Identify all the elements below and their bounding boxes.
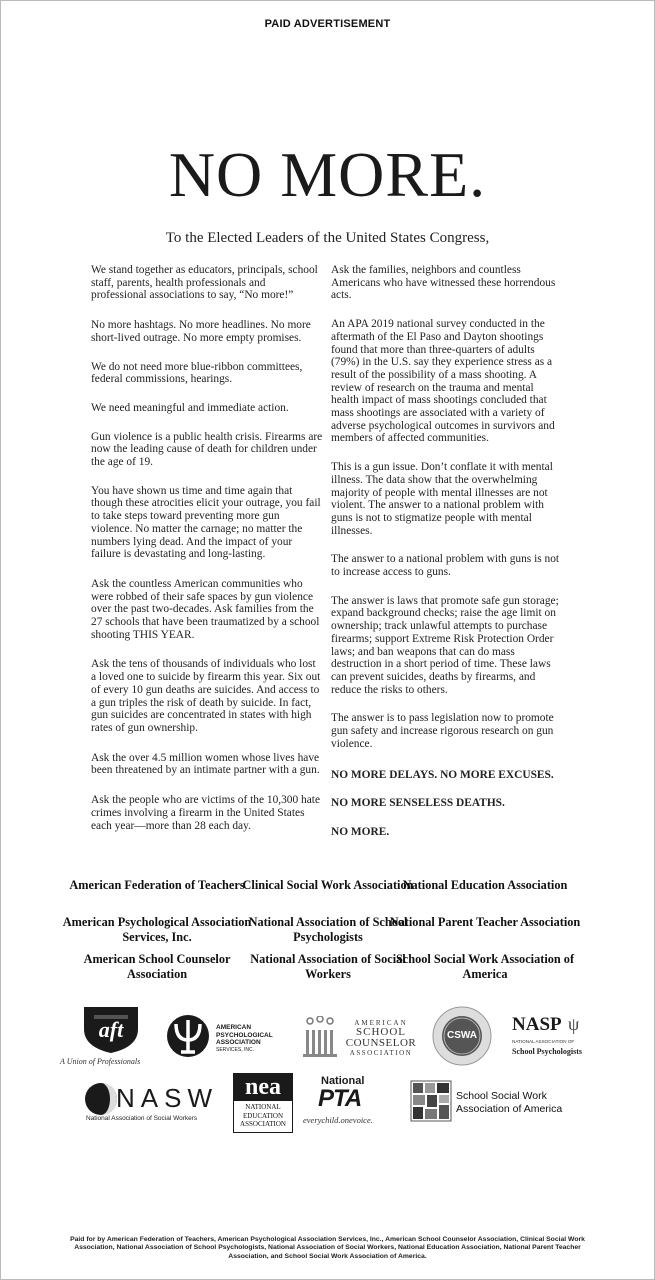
pta-logo: [303, 1075, 395, 1131]
pta-main: PTA: [318, 1085, 362, 1112]
paragraph: This is a gun issue. Don’t conflate it with mental illness. The data show that the overwhelming majority of people with mental illnesses are not violent. The answer to a national problem with guns is not to stigmatize people with mental illnesses.: [331, 461, 553, 537]
psi-icon: [166, 1014, 210, 1058]
nasw-sub: National Association of Social Workers: [86, 1115, 198, 1122]
svg-text:aft: aft: [98, 1017, 124, 1042]
org-name: American Psychological Association Services, Inc.: [62, 915, 252, 945]
right-column: [331, 264, 563, 839]
asca-line: ASSOCIATION: [349, 1049, 413, 1057]
salutation: To the Elected Leaders of the United States Congress,: [165, 230, 490, 246]
org-name: National Education Association: [402, 878, 568, 892]
paragraph: Ask the over 4.5 million women whose lives have been threatened by an intimate partner with a gun.: [91, 751, 320, 777]
paragraph: We need meaningful and immediate action.: [91, 401, 289, 414]
pta-tagline: everychild.onevoice.: [303, 1115, 373, 1125]
org-name: Clinical Social Work Association: [242, 878, 414, 892]
paragraph: The answer to a national problem with guns is not to increase access to guns.: [331, 553, 560, 579]
nea-logo: [233, 1073, 293, 1133]
nasp-sub: NATIONAL ASSOCIATION OF: [512, 1039, 575, 1044]
sswaa-logo: [410, 1080, 585, 1126]
org-name: American Federation of Teachers: [69, 878, 245, 892]
asca-line: COUNSELOR: [345, 1037, 417, 1049]
sswaa-line: School Social Work: [456, 1090, 547, 1102]
paid-advertisement-label: PAID ADVERTISEMENT: [264, 18, 391, 30]
apa-services-logo: [166, 1014, 296, 1060]
nea-sub: EDUCATION: [242, 1111, 284, 1120]
paragraph: An APA 2019 national survey conducted in the aftermath of the El Paso and Dayton shootings found that more than three-quarters of adults (79%) in the U.S. say they experience stress as a result of the possibility of a mass shooting. A review of research on the trauma and mental health impact of mass shootings concluded that mass shootings are associated with a variety of adverse psychological outcomes in survivors and members of affected communities.: [331, 318, 555, 445]
asca-logo: [300, 1016, 420, 1060]
org-name: National Association of School Psychologists: [248, 915, 408, 945]
apa-line: ASSOCIATION: [216, 1039, 261, 1046]
aft-logo: [60, 1003, 170, 1069]
pta-top: National: [321, 1075, 365, 1087]
paragraph: Ask the countless American communities who were robbed of their safe spaces by gun violence over the past two-decades. Ask families from the 27 schools that have been traumatized by a school shooting THIS YEAR.: [91, 577, 320, 641]
aft-tagline: A Union of Professionals: [60, 1057, 141, 1066]
closing-line: NO MORE.: [331, 825, 390, 838]
closing-line: NO MORE SENSELESS DEATHS.: [331, 797, 505, 810]
psi-symbol-icon: ψ: [568, 1014, 580, 1034]
nasw-logo: [84, 1082, 224, 1128]
org-name: National Association of Social Workers: [250, 952, 406, 982]
org-name: School Social Work Association of America: [395, 952, 575, 982]
nasp-sub2: School Psychologists: [512, 1047, 583, 1056]
closing-line: NO MORE DELAYS. NO MORE EXCUSES.: [331, 768, 554, 781]
aft-shield-icon: [80, 1003, 142, 1055]
headline: NO MORE.: [168, 139, 487, 210]
columns-icon: [300, 1016, 340, 1058]
paragraph: The answer is to pass legislation now to promote gun safety and increase rigorous research on gun violence.: [331, 712, 554, 750]
paragraph: We do not need more blue-ribbon committees, federal commissions, hearings.: [91, 360, 303, 386]
paragraph: Ask the tens of thousands of individuals who lost a loved one to suicide by firearm this year. Six out of every 10 gun deaths are suicides. And access to a gun triples the risk of death by suicide. In fact, gun suicides are concentrated in states with high rates of gun ownership.: [91, 658, 321, 734]
paragraph: You have shown us time and time again that though these atrocities elicit your outrage, you fail to take steps toward preventing more gun violence. No matter the carnage; no matter the numbers lying dead. And the impact of your failure is devastating and long-lasting.: [91, 484, 321, 561]
nasp-text: NASP: [512, 1014, 562, 1035]
paragraph: Gun violence is a public health crisis. Firearms are now the leading cause of death for children under the age of 19.: [91, 430, 323, 469]
paragraph: The answer is laws that promote safe gun storage; expand background checks; raise the age limit on ownership; track unlawful attempts to purchase firearms; support Extreme Risk Protection Order laws; and ban weapons that can do mass destruction in a short period of time. These laws can prevent suicides, deaths by firearms, and reduce the risks to others.: [331, 594, 559, 696]
paragraph: We stand together as educators, principals, school staff, parents, health professionals and professional associations to say, “No more!”: [91, 264, 318, 302]
org-name: National Parent Teacher Association: [389, 915, 581, 929]
nea-text: nea: [234, 1074, 292, 1101]
nea-sub: ASSOCIATION: [240, 1120, 286, 1128]
paragraph: Ask the families, neighbors and countless Americans who have witnessed these horrendous acts.: [331, 264, 556, 302]
paragraph: No more hashtags. No more headlines. No more short-lived outrage. No more empty promises.: [91, 319, 311, 344]
apa-line: SERVICES, INC.: [216, 1046, 254, 1053]
org-name: American School Counselor Association: [83, 952, 231, 982]
cswa-text: CSWA: [447, 1030, 477, 1041]
nasw-globe-icon: [84, 1082, 118, 1116]
nea-sub: NATIONAL: [245, 1103, 281, 1111]
cswa-logo: [432, 1006, 492, 1066]
nasp-logo: [508, 1014, 603, 1064]
paragraph: Ask the people who are victims of the 10,300 hate crimes involving a firearm in the United States each year—more than 28 each day.: [91, 794, 321, 832]
asca-line: AMERICAN: [354, 1019, 408, 1027]
nasw-text: NASW: [116, 1083, 218, 1113]
apa-line: PSYCHOLOGICAL: [216, 1031, 273, 1039]
sswaa-line: Association of America: [456, 1103, 563, 1115]
sswaa-map-icon: [410, 1080, 452, 1122]
paid-for-by-footer: Paid for by American Federation of Teachers, American Psychological Association Services, Inc., American School Counselor Association, Clinical Social Work Association, National Association of School Psychologists, National Association of Social Workers, National Education Association, National Parent Teacher Association, and School Social Work Association of America.: [70, 1236, 585, 1260]
left-column: [91, 264, 323, 832]
asca-line: SCHOOL: [355, 1026, 406, 1038]
apa-line: AMERICAN: [216, 1024, 252, 1031]
